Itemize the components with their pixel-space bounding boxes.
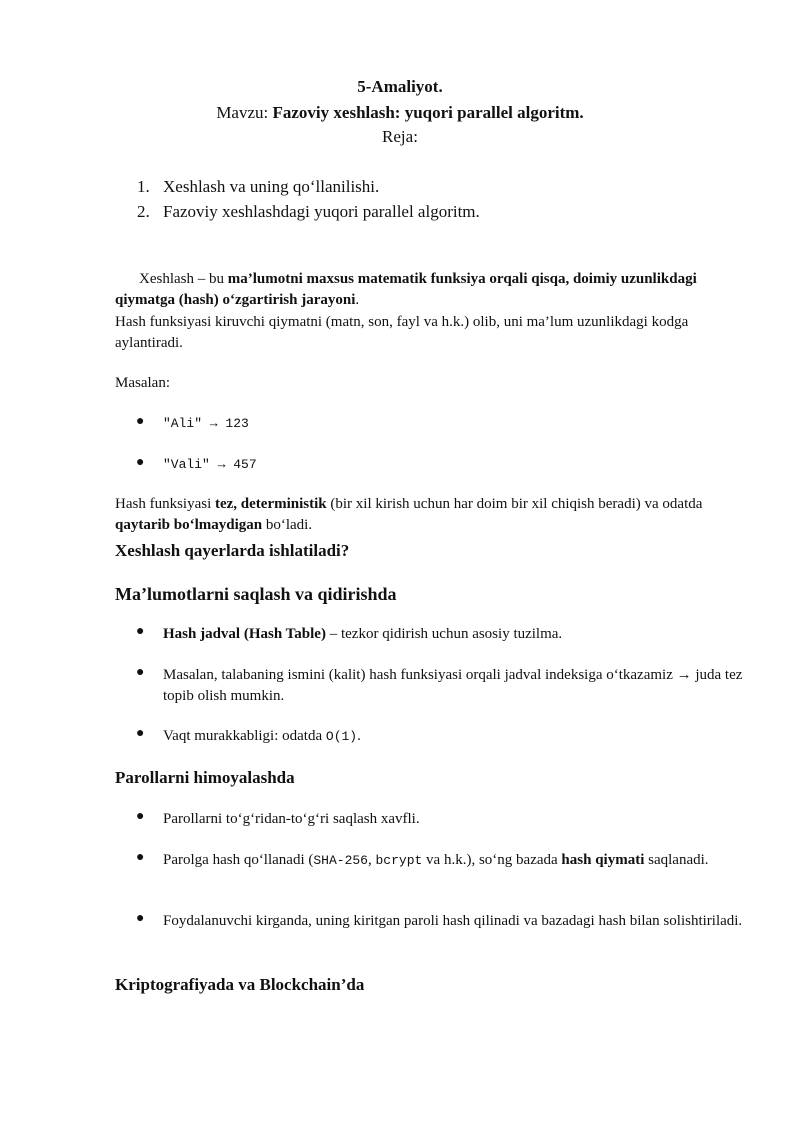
example-label: Masalan: <box>115 375 170 391</box>
plan-item-number: 1. <box>137 177 150 196</box>
page-title: 5-Amaliyot. <box>357 77 443 96</box>
list-item: Parollarni to‘g‘ridan-to‘g‘ri saqlash xavfli. <box>163 811 420 827</box>
list-item: Vaqt murakkabligi: odatda O(1). <box>163 728 361 744</box>
properties-paragraph: Hash funksiyasi tez, deterministik (bir xil kirish uchun har doim bir xil chiqish beradi) va odatda qaytarib bo‘lmaydigan bo‘ladi. <box>115 496 703 533</box>
bullet-icon: ● <box>136 850 145 865</box>
bullet-icon: ● <box>136 911 145 926</box>
list-item: Hash jadval (Hash Table) – tezkor qidirish uchun asosiy tuzilma. <box>163 626 563 642</box>
bullet-icon: ● <box>136 726 145 741</box>
list-item: Masalan, talabaning ismini (kalit) hash funksiyasi orqali jadval indeksiga o‘tkazamiz → juda tez topib olish mumkin. <box>163 667 743 704</box>
plan-item: Fazoviy xeshlashdagi yuqori parallel algoritm. <box>163 202 480 221</box>
plan-item: Xeshlash va uning qo‘llanilishi. <box>163 177 380 196</box>
topic-line: Mavzu: Fazoviy xeshlash: yuqori parallel algoritm. <box>216 103 584 122</box>
plan-item-number: 2. <box>137 202 150 221</box>
subsection-heading: Parollarni himoyalashda <box>115 768 295 787</box>
subsection-heading: Kriptografiyada va Blockchain’da <box>115 975 365 994</box>
plan-heading: Reja: <box>382 127 418 146</box>
bullet-icon: ● <box>136 809 145 824</box>
list-item: Parolga hash qo‘llanadi (SHA-256, bcrypt va h.k.), so‘ng bazada hash qiymati saqlanadi. <box>163 852 709 868</box>
bullet-icon: ● <box>136 455 145 470</box>
bullet-icon: ● <box>136 414 145 429</box>
section-heading: Xeshlash qayerlarda ishlatiladi? <box>115 541 350 560</box>
example-item: "Vali" → 457 <box>163 457 257 472</box>
bullet-icon: ● <box>136 624 145 639</box>
subsection-heading: Ma’lumotlarni saqlash va qidirishda <box>115 584 397 604</box>
list-item: Foydalanuvchi kirganda, uning kiritgan paroli hash qilinadi va bazadagi hash bilan solishtiriladi. <box>163 913 743 929</box>
bullet-icon: ● <box>136 665 145 680</box>
example-item: "Ali" → 123 <box>163 416 249 431</box>
hash-function-paragraph: Hash funksiyasi kiruvchi qiymatni (matn, son, fayl va h.k.) olib, uni ma’lum uzunlikdagi kodga aylantiradi. <box>115 314 689 351</box>
intro-paragraph: Xeshlash – bu ma’lumotni maxsus matematik funksiya orqali qisqa, doimiy uzunlikdagi qiymatga (hash) o‘zgartirish jarayoni. <box>115 271 697 308</box>
